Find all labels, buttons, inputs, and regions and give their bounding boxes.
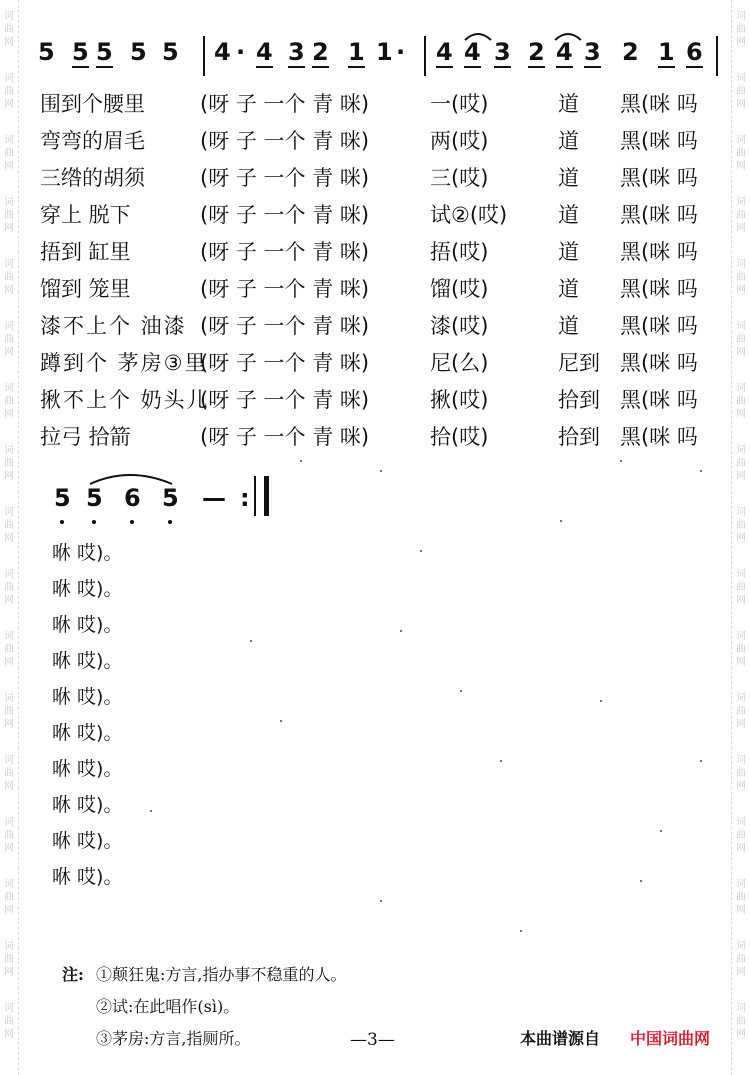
lyric-segment: 黑(咪 吗 (620, 425, 698, 449)
watermark-text: 词曲网 (736, 941, 746, 978)
scan-speck (620, 460, 622, 462)
scan-speck (640, 880, 642, 882)
note: 6 (686, 38, 703, 66)
source-brand-link[interactable]: 中国词曲网 (630, 1029, 711, 1048)
watermark-text: 词曲网 (736, 879, 746, 916)
watermark-text: 词曲网 (4, 445, 14, 482)
watermark-text: 词曲网 (736, 383, 746, 420)
scan-speck (380, 900, 382, 902)
watermark-text: 词曲网 (4, 73, 14, 110)
watermark-text: 词曲网 (736, 197, 746, 234)
notation-line-1 (30, 38, 730, 78)
lyric-segment: (呀 子 一个 青 咪) (200, 388, 370, 412)
scan-speck (500, 760, 502, 762)
footnote-3: ③茅房:方言,指厕所。 (96, 1029, 251, 1048)
ending-line: 咻 哎)。 (52, 830, 123, 852)
note: 5 (162, 484, 179, 512)
lyric-segment: 捂(哎) (430, 240, 489, 264)
note: 1 (348, 38, 365, 66)
left-border-line (18, 0, 19, 1075)
watermark-text: 词曲网 (736, 817, 746, 854)
scan-speck (600, 700, 602, 702)
lyric-segment: 黑(咪 吗 (620, 277, 698, 301)
watermark-text: 词曲网 (736, 135, 746, 172)
footnote-2: ②试:在此唱作(sì)。 (96, 997, 240, 1016)
lyric-segment: 穿上 脱下 (40, 203, 131, 227)
lyric-segment: 黑(咪 吗 (620, 314, 698, 338)
lyric-segment: 揪(哎) (430, 388, 489, 412)
note: 5 (38, 38, 55, 66)
dot: · (236, 38, 246, 66)
slur-marks (425, 26, 725, 46)
lyric-segment: 黑(咪 吗 (620, 203, 698, 227)
note: 4 (464, 38, 481, 66)
lyric-segment: 黑(咪 吗 (620, 129, 698, 153)
scan-speck (420, 550, 422, 552)
watermark-text: 词曲网 (736, 445, 746, 482)
note: 5 (130, 38, 147, 66)
footnote-1: ①颠狂鬼:方言,指办事不稳重的人。 (96, 965, 347, 984)
scan-speck (460, 690, 462, 692)
lyric-segment: (呀 子 一个 青 咪) (200, 166, 370, 190)
watermark-text: 词曲网 (4, 135, 14, 172)
ending-line: 咻 哎)。 (52, 794, 123, 816)
page-number: —3— (350, 1030, 395, 1050)
lyric-segment: 尼(么) (430, 351, 489, 375)
scan-speck (380, 470, 382, 472)
dot: · (396, 38, 406, 66)
note: 4 (214, 38, 231, 66)
lyric-segment: (呀 子 一个 青 咪) (200, 240, 370, 264)
lyric-segment: 三(哎) (430, 166, 489, 190)
watermark-text: 词曲网 (4, 817, 14, 854)
note: 5 (54, 484, 71, 512)
bar-line (203, 36, 205, 76)
lyric-segment: 道 (558, 277, 579, 301)
scan-speck (150, 810, 152, 812)
lyric-row (30, 125, 720, 155)
watermark-text: 词曲网 (4, 197, 14, 234)
scan-speck (250, 640, 252, 642)
watermark-text: 词曲网 (4, 321, 14, 358)
lyric-segment: (呀 子 一个 青 咪) (200, 351, 370, 375)
low-octave-dot (92, 520, 96, 524)
note: 5 (162, 38, 179, 66)
watermark-text: 词曲网 (736, 693, 746, 730)
scan-speck (660, 830, 662, 832)
lyric-segment: 道 (558, 92, 579, 116)
lyric-row (30, 421, 720, 451)
watermark-text: 词曲网 (4, 755, 14, 792)
ending-line: 咻 哎)。 (52, 866, 123, 888)
note: 6 (124, 484, 141, 512)
ending-line: 咻 哎)。 (52, 650, 123, 672)
note: 4 (556, 38, 573, 66)
lyric-segment: (呀 子 一个 青 咪) (200, 129, 370, 153)
lyric-segment: 尼到 (558, 351, 600, 375)
lyric-segment: 黑(咪 吗 (620, 92, 698, 116)
note: 1 (658, 38, 675, 66)
watermark-text: 词曲网 (4, 259, 14, 296)
dash: — (202, 484, 226, 512)
watermark-text: 词曲网 (4, 507, 14, 544)
note: 2 (528, 38, 545, 66)
lyric-row (30, 199, 720, 229)
final-barline (254, 476, 269, 516)
watermark-text: 词曲网 (736, 1003, 746, 1040)
lyric-segment: 两(哎) (430, 129, 489, 153)
watermark-text: 词曲网 (4, 693, 14, 730)
watermark-text: 词曲网 (736, 631, 746, 668)
lyric-segment: 漆不上个 油漆 (40, 314, 187, 338)
lyric-segment: 一(哎) (430, 92, 489, 116)
lyric-segment: 围到个腰里 (40, 92, 145, 116)
lyric-row (30, 347, 720, 377)
low-octave-dot (60, 520, 64, 524)
lyric-segment: 道 (558, 203, 579, 227)
lyric-row (30, 384, 720, 414)
lyric-segment: 道 (558, 314, 579, 338)
lyric-row (30, 162, 720, 192)
note: 2 (622, 38, 639, 66)
lyric-segment: 道 (558, 166, 579, 190)
lyric-segment: 黑(咪 吗 (620, 351, 698, 375)
lyric-row (30, 88, 720, 118)
watermark-text: 词曲网 (4, 1003, 14, 1040)
ending-line: 咻 哎)。 (52, 578, 123, 600)
lyric-segment: 弯弯的眉毛 (40, 129, 145, 153)
lyric-segment: (呀 子 一个 青 咪) (200, 92, 370, 116)
ending-line: 咻 哎)。 (52, 542, 123, 564)
note: 1 (376, 38, 393, 66)
lyric-segment: 漆(哎) (430, 314, 489, 338)
scan-speck (700, 760, 702, 762)
lyric-segment: 黑(咪 吗 (620, 166, 698, 190)
footnote-label: 注: (62, 965, 84, 984)
lyric-segment: 三绺的胡须 (40, 166, 145, 190)
watermark-text: 词曲网 (736, 507, 746, 544)
note: 3 (584, 38, 601, 66)
scan-speck (300, 460, 302, 462)
lyric-row (30, 273, 720, 303)
lyric-segment: 道 (558, 240, 579, 264)
note: 3 (288, 38, 305, 66)
lyric-segment: (呀 子 一个 青 咪) (200, 203, 370, 227)
lyric-segment: 黑(咪 吗 (620, 388, 698, 412)
watermark-text: 词曲网 (736, 259, 746, 296)
note: 3 (494, 38, 511, 66)
lyric-segment: 馏到 笼里 (40, 277, 131, 301)
lyric-segment: 试②(哎) (430, 203, 508, 227)
watermark-text: 词曲网 (736, 321, 746, 358)
slur-marks (80, 468, 190, 488)
note: 5 (86, 484, 103, 512)
scan-speck (400, 630, 402, 632)
lyric-segment: 拾到 (558, 425, 600, 449)
low-octave-dot (168, 520, 172, 524)
watermark-text: 词曲网 (4, 941, 14, 978)
scan-speck (560, 520, 562, 522)
watermark-text: 词曲网 (4, 383, 14, 420)
source-text: 本曲谱源自 (520, 1029, 601, 1048)
lyric-segment: 黑(咪 吗 (620, 240, 698, 264)
watermark-text: 词曲网 (4, 569, 14, 606)
lyric-segment: 拾到 (558, 388, 600, 412)
right-border-line (731, 0, 732, 1075)
low-octave-dot (130, 520, 134, 524)
lyric-segment: 蹲到个 茅房③里 (40, 351, 208, 375)
note: 4 (436, 38, 453, 66)
lyric-segment: 揪不上个 奶头儿 (40, 388, 210, 412)
ending-line: 咻 哎)。 (52, 686, 123, 708)
watermark-text: 词曲网 (4, 631, 14, 668)
lyric-segment: 捂到 缸里 (40, 240, 131, 264)
lyric-segment: 馏(哎) (430, 277, 489, 301)
watermark-text: 词曲网 (4, 11, 14, 48)
note: 5 (72, 38, 89, 66)
repeat-dots: : (240, 484, 250, 512)
ending-line: 咻 哎)。 (52, 758, 123, 780)
lyric-segment: (呀 子 一个 青 咪) (200, 425, 370, 449)
watermark-text: 词曲网 (4, 879, 14, 916)
ending-line: 咻 哎)。 (52, 722, 123, 744)
lyric-row (30, 310, 720, 340)
lyric-segment: 道 (558, 129, 579, 153)
lyric-segment: 拉弓 拾箭 (40, 425, 131, 449)
scan-speck (280, 720, 282, 722)
ending-line: 咻 哎)。 (52, 614, 123, 636)
note: 4 (256, 38, 273, 66)
watermark-text: 词曲网 (736, 569, 746, 606)
scan-speck (520, 930, 522, 932)
note: 5 (96, 38, 113, 66)
lyric-segment: (呀 子 一个 青 咪) (200, 277, 370, 301)
lyric-segment: (呀 子 一个 青 咪) (200, 314, 370, 338)
watermark-text: 词曲网 (736, 73, 746, 110)
watermark-text: 词曲网 (736, 11, 746, 48)
note: 2 (312, 38, 329, 66)
lyric-row (30, 236, 720, 266)
lyric-segment: 拾(哎) (430, 425, 489, 449)
watermark-text: 词曲网 (736, 755, 746, 792)
scan-speck (700, 470, 702, 472)
